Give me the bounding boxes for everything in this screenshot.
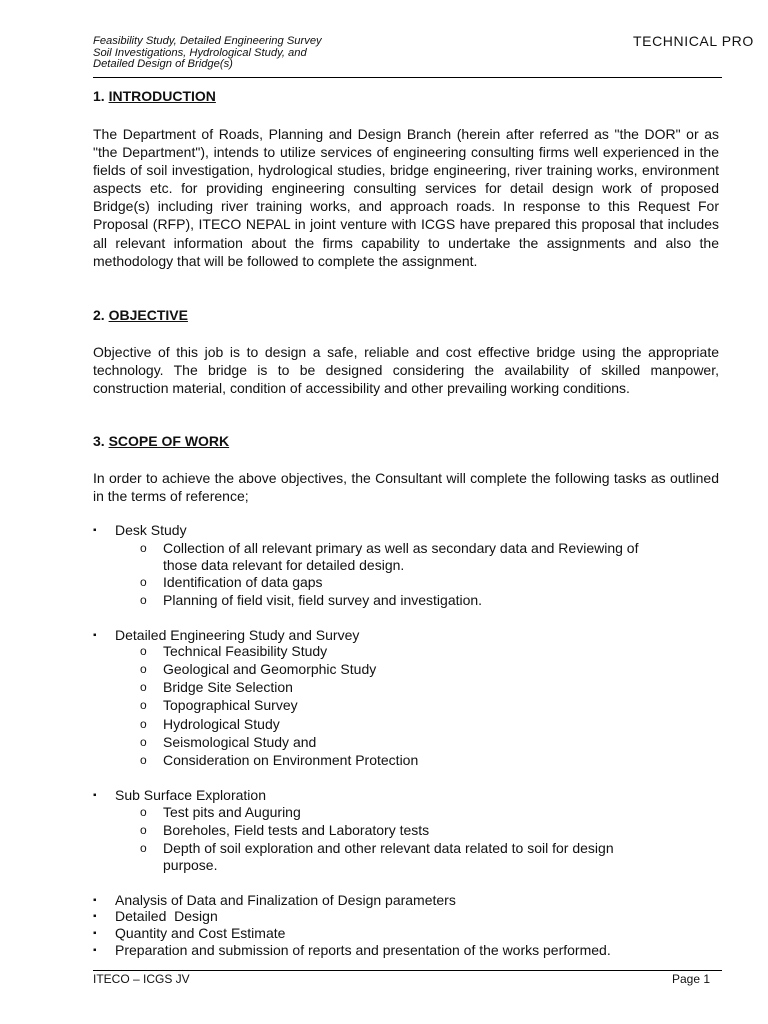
sub-item	[140, 697, 298, 715]
section-heading-introduction	[93, 88, 216, 104]
sub-marker: o	[140, 805, 147, 819]
footer-organization: ITECO – ICGS JV	[93, 972, 190, 986]
sub-item-text: Planning of field visit, field survey and investigation.	[163, 592, 483, 608]
bullet-text: Preparation and submission of reports and presentation of the works performed.	[115, 942, 611, 958]
task-bullet-engineering-study	[93, 627, 359, 645]
sub-marker: o	[140, 662, 147, 676]
header-title: TECHNICAL PRO	[633, 33, 754, 49]
section-title-text: SCOPE OF WORK	[108, 433, 230, 449]
header-divider	[93, 77, 722, 78]
sub-item	[140, 540, 638, 558]
sub-item-text: Geological and Geomorphic Study	[163, 661, 377, 677]
sub-item-text: purpose.	[163, 857, 218, 873]
header-line: Soil Investigations, Hydrological Study, and	[93, 46, 307, 59]
sub-item-continuation	[163, 557, 404, 575]
task-bullet-analysis	[93, 892, 456, 910]
introduction-paragraph: The Department of Roads, Planning and Design Branch (herein after referred as "the DOR" or as "the Department"), intends to utilize services of engineering consulting firms well experienced in the fields of soil investigation, hydrological studies, bridge engineering, river training works, environment aspects etc. for providing engineering consulting services for detail design work of proposed Bridge(s) including river training works, and approach roads. In response to this Request For Proposal (RFP), ITECO NEPAL in joint venture with ICGS have prepared this proposal that includes all relevant information about the firms capability to undertake the assignments and also the methodology that will be followed to complete the assignment.	[93, 126, 719, 269]
bullet-marker: ▪	[93, 790, 97, 801]
bullet-text: Analysis of Data and Finalization of Design parameters	[115, 892, 456, 908]
sub-marker: o	[140, 717, 147, 731]
objective-paragraph: Objective of this job is to design a safe, reliable and cost effective bridge using the appropriate technology. The bridge is to be designed considering the availability of skilled manpower, construction material, condition of accessibility and other prevailing working conditions.	[93, 344, 719, 397]
sub-item-text: Consideration on Environment Protection	[163, 752, 419, 768]
section-number: 3.	[93, 433, 105, 449]
sub-item	[140, 752, 418, 770]
sub-marker: o	[140, 735, 147, 749]
sub-item-text: Test pits and Auguring	[163, 804, 301, 820]
sub-item-continuation	[163, 857, 217, 875]
bullet-text: Desk Study	[115, 522, 187, 538]
header-line: Detailed Design of Bridge(s)	[93, 58, 233, 70]
sub-marker: o	[140, 823, 147, 837]
sub-item	[140, 574, 323, 592]
sub-item	[140, 716, 280, 734]
bullet-marker: ▪	[93, 928, 97, 939]
sub-item-text: Bridge Site Selection	[163, 679, 293, 695]
task-bullet-reports	[93, 942, 611, 960]
section-number: 2.	[93, 307, 105, 323]
sub-item-text: Depth of soil exploration and other relevant data related to soil for design	[163, 840, 614, 856]
sub-item	[140, 643, 327, 661]
document-header-subject	[93, 36, 322, 71]
sub-item	[140, 661, 376, 679]
sub-marker: o	[140, 680, 147, 694]
bullet-text: Quantity and Cost Estimate	[115, 925, 286, 941]
bullet-marker: ▪	[93, 630, 97, 641]
bullet-text: Sub Surface Exploration	[115, 787, 266, 803]
bullet-text: Detailed Design	[115, 908, 218, 924]
sub-item-text: Collection of all relevant primary as well as secondary data and Reviewing of	[163, 540, 639, 556]
sub-item	[140, 804, 301, 822]
sub-item-text: Identification of data gaps	[163, 574, 323, 590]
section-heading-objective	[93, 307, 188, 323]
sub-item-text: Boreholes, Field tests and Laboratory tests	[163, 822, 430, 838]
header-line: Feasibility Study, Detailed Engineering Survey	[93, 35, 322, 47]
task-bullet-detailed-design	[93, 908, 218, 926]
task-bullet-quantity-cost	[93, 925, 285, 943]
bullet-marker: ▪	[93, 525, 97, 536]
footer-divider	[93, 970, 722, 971]
sub-marker: o	[140, 841, 147, 855]
section-heading-scope	[93, 433, 229, 449]
bullet-marker: ▪	[93, 895, 97, 906]
page-number: Page 1	[672, 972, 711, 986]
sub-item-text: Technical Feasibility Study	[163, 643, 328, 659]
sub-marker: o	[140, 575, 147, 589]
sub-marker: o	[140, 753, 147, 767]
sub-item-text: Hydrological Study	[163, 716, 280, 732]
section-title-text: INTRODUCTION	[108, 88, 216, 104]
bullet-marker: ▪	[93, 911, 97, 922]
sub-marker: o	[140, 593, 147, 607]
sub-item	[140, 822, 429, 840]
sub-item-text: those data relevant for detailed design.	[163, 557, 405, 573]
sub-item	[140, 840, 614, 858]
bullet-text: Detailed Engineering Study and Survey	[115, 627, 360, 643]
scope-paragraph: In order to achieve the above objectives, the Consultant will complete the following tasks as outlined in the terms of reference;	[93, 470, 719, 505]
sub-item-text: Topographical Survey	[163, 697, 298, 713]
sub-item-text: Seismological Study and	[163, 734, 317, 750]
bullet-marker: ▪	[93, 945, 97, 956]
task-bullet-exploration	[93, 787, 266, 805]
sub-marker: o	[140, 698, 147, 712]
sub-item	[140, 734, 316, 752]
section-number: 1.	[93, 88, 105, 104]
sub-marker: o	[140, 541, 147, 555]
sub-item	[140, 679, 293, 697]
task-bullet-desk-study	[93, 522, 187, 540]
section-title-text: OBJECTIVE	[108, 307, 188, 323]
sub-item	[140, 592, 482, 610]
sub-marker: o	[140, 644, 147, 658]
